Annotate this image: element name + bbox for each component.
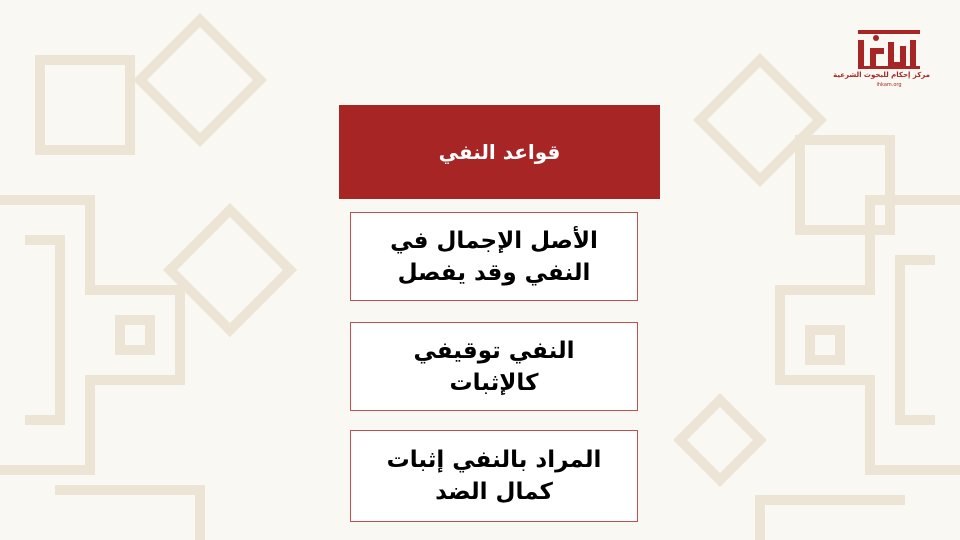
logo-subtitle: مركز إحكام للبحوث الشرعية	[833, 71, 930, 79]
rule-text-3: المراد بالنفي إثبات كمال الضد	[386, 447, 602, 505]
logo-mark-icon	[854, 28, 924, 70]
rule-text-1: الأصل الإجمال في النفي وقد يفصل	[390, 227, 598, 286]
rule-box-3	[350, 430, 638, 522]
logo-website: ihkam.org	[876, 82, 902, 88]
brand-logo	[833, 24, 930, 94]
slide-title: قواعد النفي	[438, 140, 561, 164]
rule-box-2	[350, 322, 638, 411]
title-box	[339, 105, 660, 199]
rule-box-1	[350, 212, 638, 301]
rule-text-2: النفي توقيفي كالإثبات	[413, 337, 575, 396]
